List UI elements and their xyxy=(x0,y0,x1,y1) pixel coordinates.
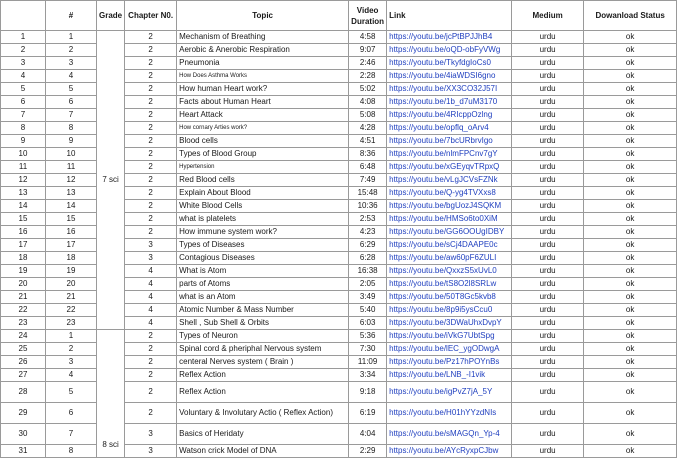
row-topic: Types of Neuron xyxy=(177,330,349,343)
row-chapter: 2 xyxy=(125,109,177,122)
row-index: 3 xyxy=(1,57,46,70)
row-link[interactable]: https://youtu.be/AYcRyxpCJbw xyxy=(387,445,512,458)
row-number: 11 xyxy=(46,161,97,174)
row-status: ok xyxy=(584,135,677,148)
row-link[interactable]: https://youtu.be/tS8O2l8SRLw xyxy=(387,278,512,291)
table-row xyxy=(1,31,677,44)
row-duration: 5:36 xyxy=(349,330,387,343)
row-medium: urdu xyxy=(512,291,584,304)
row-medium: urdu xyxy=(512,135,584,148)
row-medium: urdu xyxy=(512,187,584,200)
row-status: ok xyxy=(584,44,677,57)
row-topic: Heart Attack xyxy=(177,109,349,122)
row-topic: What is Atom xyxy=(177,265,349,278)
row-link[interactable]: https://youtu.be/oQD-obFyVWg xyxy=(387,44,512,57)
row-topic: parts of Atoms xyxy=(177,278,349,291)
row-index: 10 xyxy=(1,148,46,161)
row-link[interactable]: https://youtu.be/jcPtBPJJhB4 xyxy=(387,31,512,44)
row-number: 7 xyxy=(46,424,97,445)
row-duration: 4:04 xyxy=(349,424,387,445)
row-duration: 10:36 xyxy=(349,200,387,213)
row-medium: urdu xyxy=(512,122,584,135)
row-index: 5 xyxy=(1,83,46,96)
row-link[interactable]: https://youtu.be/H01hYYzdNIs xyxy=(387,403,512,424)
grade-cell: 8 sci xyxy=(97,330,125,458)
row-number: 7 xyxy=(46,109,97,122)
header-row xyxy=(1,1,677,31)
table-row xyxy=(1,330,677,343)
row-duration: 2:53 xyxy=(349,213,387,226)
row-number: 17 xyxy=(46,239,97,252)
row-index: 4 xyxy=(1,70,46,83)
row-number: 4 xyxy=(46,369,97,382)
row-topic: Basics of Heridaty xyxy=(177,424,349,445)
row-status: ok xyxy=(584,96,677,109)
row-medium: urdu xyxy=(512,424,584,445)
row-topic: Spinal cord & pheriphal Nervous system xyxy=(177,343,349,356)
row-link[interactable]: https://youtu.be/GG6OOUgIDBY xyxy=(387,226,512,239)
row-topic: Shell , Sub Shell & Orbits xyxy=(177,317,349,330)
row-medium: urdu xyxy=(512,161,584,174)
header-status: Dowanload Status xyxy=(584,1,677,31)
row-index: 23 xyxy=(1,317,46,330)
row-index: 2 xyxy=(1,44,46,57)
row-chapter: 2 xyxy=(125,57,177,70)
row-index: 29 xyxy=(1,403,46,424)
row-chapter: 2 xyxy=(125,382,177,403)
row-chapter: 2 xyxy=(125,148,177,161)
row-chapter: 2 xyxy=(125,226,177,239)
row-duration: 7:30 xyxy=(349,343,387,356)
row-index: 17 xyxy=(1,239,46,252)
row-chapter: 2 xyxy=(125,343,177,356)
row-duration: 8:36 xyxy=(349,148,387,161)
row-number: 1 xyxy=(46,330,97,343)
row-status: ok xyxy=(584,356,677,369)
row-status: ok xyxy=(584,213,677,226)
row-index: 8 xyxy=(1,122,46,135)
header-medium: Medium xyxy=(512,1,584,31)
row-duration: 11:09 xyxy=(349,356,387,369)
row-index: 19 xyxy=(1,265,46,278)
row-duration: 4:23 xyxy=(349,226,387,239)
row-medium: urdu xyxy=(512,239,584,252)
row-link[interactable]: https://youtu.be/LNB_-I1vik xyxy=(387,369,512,382)
table-body xyxy=(1,31,677,458)
row-index: 30 xyxy=(1,424,46,445)
row-medium: urdu xyxy=(512,330,584,343)
row-chapter: 2 xyxy=(125,122,177,135)
row-chapter: 2 xyxy=(125,44,177,57)
row-index: 11 xyxy=(1,161,46,174)
row-medium: urdu xyxy=(512,31,584,44)
row-chapter: 2 xyxy=(125,356,177,369)
row-duration: 3:49 xyxy=(349,291,387,304)
row-link[interactable]: https://youtu.be/4iaWDSI6gno xyxy=(387,70,512,83)
row-status: ok xyxy=(584,403,677,424)
header-number: # xyxy=(46,1,97,31)
row-status: ok xyxy=(584,369,677,382)
row-status: ok xyxy=(584,291,677,304)
row-chapter: 4 xyxy=(125,265,177,278)
row-link[interactable]: https://youtu.be/Pz17hPOYnBs xyxy=(387,356,512,369)
grade-cell: 7 sci xyxy=(97,31,125,330)
row-status: ok xyxy=(584,109,677,122)
header-duration: Video Duration xyxy=(349,1,387,31)
row-duration: 16:38 xyxy=(349,265,387,278)
row-medium: urdu xyxy=(512,96,584,109)
row-status: ok xyxy=(584,330,677,343)
row-medium: urdu xyxy=(512,356,584,369)
row-topic: How human Heart work? xyxy=(177,83,349,96)
row-number: 23 xyxy=(46,317,97,330)
row-index: 24 xyxy=(1,330,46,343)
row-link[interactable]: https://youtu.be/vLgJCVsFZNk xyxy=(387,174,512,187)
row-duration: 6:19 xyxy=(349,403,387,424)
row-topic: Types of Blood Group xyxy=(177,148,349,161)
row-status: ok xyxy=(584,174,677,187)
row-status: ok xyxy=(584,304,677,317)
row-number: 13 xyxy=(46,187,97,200)
row-medium: urdu xyxy=(512,148,584,161)
row-link[interactable]: https://youtu.be/QxxzS5xUvL0 xyxy=(387,265,512,278)
row-duration: 9:18 xyxy=(349,382,387,403)
row-status: ok xyxy=(584,122,677,135)
row-status: ok xyxy=(584,187,677,200)
row-topic: Reflex Action xyxy=(177,369,349,382)
row-chapter: 3 xyxy=(125,252,177,265)
row-chapter: 4 xyxy=(125,278,177,291)
row-chapter: 3 xyxy=(125,239,177,252)
row-number: 8 xyxy=(46,122,97,135)
row-chapter: 2 xyxy=(125,213,177,226)
row-chapter: 4 xyxy=(125,291,177,304)
row-index: 21 xyxy=(1,291,46,304)
row-duration: 2:28 xyxy=(349,70,387,83)
row-index: 26 xyxy=(1,356,46,369)
row-link[interactable]: https://youtu.be/50T8Gc5kvb8 xyxy=(387,291,512,304)
row-duration: 2:05 xyxy=(349,278,387,291)
row-index: 28 xyxy=(1,382,46,403)
row-chapter: 4 xyxy=(125,317,177,330)
row-duration: 5:02 xyxy=(349,83,387,96)
row-index: 15 xyxy=(1,213,46,226)
row-medium: urdu xyxy=(512,200,584,213)
row-number: 2 xyxy=(46,343,97,356)
header-chapter: Chapter N0. xyxy=(125,1,177,31)
row-number: 14 xyxy=(46,200,97,213)
row-status: ok xyxy=(584,317,677,330)
row-medium: urdu xyxy=(512,44,584,57)
row-number: 16 xyxy=(46,226,97,239)
row-medium: urdu xyxy=(512,109,584,122)
row-link[interactable]: https://youtu.be/1b_d7uM3170 xyxy=(387,96,512,109)
row-link[interactable]: https://youtu.be/sCj4DAAPE0c xyxy=(387,239,512,252)
row-duration: 6:03 xyxy=(349,317,387,330)
row-number: 9 xyxy=(46,135,97,148)
row-chapter: 2 xyxy=(125,83,177,96)
row-chapter: 2 xyxy=(125,369,177,382)
row-status: ok xyxy=(584,445,677,458)
header-index xyxy=(1,1,46,31)
row-duration: 9:07 xyxy=(349,44,387,57)
row-number: 2 xyxy=(46,44,97,57)
row-number: 21 xyxy=(46,291,97,304)
row-topic: Contagious Diseases xyxy=(177,252,349,265)
row-duration: 4:28 xyxy=(349,122,387,135)
row-topic: Voluntary & Involutary Actio ( Reflex Action) xyxy=(177,403,349,424)
row-link[interactable]: https://youtu.be/4RIcppOzlng xyxy=(387,109,512,122)
row-number: 4 xyxy=(46,70,97,83)
row-status: ok xyxy=(584,343,677,356)
row-status: ok xyxy=(584,239,677,252)
row-chapter: 3 xyxy=(125,424,177,445)
row-number: 20 xyxy=(46,278,97,291)
row-index: 25 xyxy=(1,343,46,356)
row-link[interactable]: https://youtu.be/sMAGQn_Yp-4 xyxy=(387,424,512,445)
row-medium: urdu xyxy=(512,278,584,291)
header-topic: Topic xyxy=(177,1,349,31)
row-chapter: 2 xyxy=(125,96,177,109)
row-duration: 2:29 xyxy=(349,445,387,458)
row-duration: 4:08 xyxy=(349,96,387,109)
row-number: 5 xyxy=(46,382,97,403)
row-number: 5 xyxy=(46,83,97,96)
row-index: 1 xyxy=(1,31,46,44)
row-duration: 6:29 xyxy=(349,239,387,252)
row-chapter: 2 xyxy=(125,200,177,213)
row-link[interactable]: https://youtu.be/Q-yg4TVXxs8 xyxy=(387,187,512,200)
row-medium: urdu xyxy=(512,445,584,458)
row-link[interactable]: https://youtu.be/xGEyqvTRpxQ xyxy=(387,161,512,174)
row-duration: 15:48 xyxy=(349,187,387,200)
row-index: 14 xyxy=(1,200,46,213)
row-topic: Red Blood cells xyxy=(177,174,349,187)
row-chapter: 2 xyxy=(125,135,177,148)
row-link[interactable]: https://youtu.be/HMSo6to0XiM xyxy=(387,213,512,226)
row-duration: 4:51 xyxy=(349,135,387,148)
row-number: 10 xyxy=(46,148,97,161)
row-topic: Pneumonia xyxy=(177,57,349,70)
row-link[interactable]: https://youtu.be/TkyfdgIoCs0 xyxy=(387,57,512,70)
row-chapter: 2 xyxy=(125,403,177,424)
row-chapter: 2 xyxy=(125,187,177,200)
row-status: ok xyxy=(584,200,677,213)
row-status: ok xyxy=(584,278,677,291)
row-topic: what is platelets xyxy=(177,213,349,226)
row-number: 6 xyxy=(46,96,97,109)
row-medium: urdu xyxy=(512,252,584,265)
row-link[interactable]: https://youtu.be/igPvZ7jA_5Y xyxy=(387,382,512,403)
row-topic: centeral Nerves system ( Brain ) xyxy=(177,356,349,369)
row-link[interactable]: https://youtu.be/aw60pF6ZULI xyxy=(387,252,512,265)
row-status: ok xyxy=(584,161,677,174)
row-medium: urdu xyxy=(512,369,584,382)
row-duration: 2:46 xyxy=(349,57,387,70)
row-link[interactable]: https://youtu.be/3DWaUhxDvpY xyxy=(387,317,512,330)
row-topic: How Does Asthma Works xyxy=(177,70,349,83)
row-index: 13 xyxy=(1,187,46,200)
row-topic: Hypertension xyxy=(177,161,349,174)
row-index: 22 xyxy=(1,304,46,317)
row-chapter: 3 xyxy=(125,445,177,458)
row-status: ok xyxy=(584,31,677,44)
row-number: 12 xyxy=(46,174,97,187)
header-grade: Grade xyxy=(97,1,125,31)
row-status: ok xyxy=(584,70,677,83)
row-topic: Types of Diseases xyxy=(177,239,349,252)
row-number: 18 xyxy=(46,252,97,265)
row-number: 6 xyxy=(46,403,97,424)
row-link[interactable]: https://youtu.be/nlmFPCnv7gY xyxy=(387,148,512,161)
header-link: Link xyxy=(387,1,512,31)
row-chapter: 2 xyxy=(125,31,177,44)
row-medium: urdu xyxy=(512,382,584,403)
row-status: ok xyxy=(584,252,677,265)
row-link[interactable]: https://youtu.be/lEC_ygODwgA xyxy=(387,343,512,356)
row-duration: 5:08 xyxy=(349,109,387,122)
row-link[interactable]: https://youtu.be/8p9i5ysCcu0 xyxy=(387,304,512,317)
row-index: 12 xyxy=(1,174,46,187)
row-topic: Explain About Blood xyxy=(177,187,349,200)
row-number: 3 xyxy=(46,57,97,70)
row-index: 7 xyxy=(1,109,46,122)
row-topic: Reflex Action xyxy=(177,382,349,403)
row-number: 3 xyxy=(46,356,97,369)
row-duration: 7:49 xyxy=(349,174,387,187)
row-status: ok xyxy=(584,57,677,70)
row-status: ok xyxy=(584,226,677,239)
row-number: 19 xyxy=(46,265,97,278)
row-index: 18 xyxy=(1,252,46,265)
row-topic: How cornary Arties work? xyxy=(177,122,349,135)
row-topic: Facts about Human Heart xyxy=(177,96,349,109)
row-medium: urdu xyxy=(512,403,584,424)
row-chapter: 2 xyxy=(125,161,177,174)
row-index: 20 xyxy=(1,278,46,291)
row-medium: urdu xyxy=(512,343,584,356)
row-topic: what is an Atom xyxy=(177,291,349,304)
row-topic: Atomic Number & Mass Number xyxy=(177,304,349,317)
row-number: 15 xyxy=(46,213,97,226)
row-topic: Watson crick Model of DNA xyxy=(177,445,349,458)
row-medium: urdu xyxy=(512,265,584,278)
row-number: 22 xyxy=(46,304,97,317)
row-topic: Mechanism of Breathing xyxy=(177,31,349,44)
row-topic: White Blood Cells xyxy=(177,200,349,213)
row-index: 27 xyxy=(1,369,46,382)
row-duration: 3:34 xyxy=(349,369,387,382)
row-link[interactable]: https://youtu.be/opflq_oArv4 xyxy=(387,122,512,135)
row-topic: Aerobic & Anerobic Respiration xyxy=(177,44,349,57)
row-duration: 5:40 xyxy=(349,304,387,317)
row-medium: urdu xyxy=(512,174,584,187)
row-link[interactable]: https://youtu.be/XX3CO32J57I xyxy=(387,83,512,96)
row-index: 31 xyxy=(1,445,46,458)
row-duration: 4:58 xyxy=(349,31,387,44)
row-topic: Blood cells xyxy=(177,135,349,148)
row-medium: urdu xyxy=(512,70,584,83)
row-medium: urdu xyxy=(512,213,584,226)
row-status: ok xyxy=(584,424,677,445)
row-chapter: 2 xyxy=(125,70,177,83)
row-medium: urdu xyxy=(512,57,584,70)
row-link[interactable]: https://youtu.be/iVkG7UbtSpg xyxy=(387,330,512,343)
row-status: ok xyxy=(584,265,677,278)
row-medium: urdu xyxy=(512,226,584,239)
row-topic: How immune system work? xyxy=(177,226,349,239)
row-number: 1 xyxy=(46,31,97,44)
row-index: 6 xyxy=(1,96,46,109)
row-link[interactable]: https://youtu.be/7bcURbrvIgo xyxy=(387,135,512,148)
row-medium: urdu xyxy=(512,317,584,330)
row-duration: 6:28 xyxy=(349,252,387,265)
row-medium: urdu xyxy=(512,304,584,317)
row-link[interactable]: https://youtu.be/bgUozJ4SQKM xyxy=(387,200,512,213)
row-chapter: 2 xyxy=(125,330,177,343)
row-status: ok xyxy=(584,382,677,403)
row-status: ok xyxy=(584,83,677,96)
row-medium: urdu xyxy=(512,83,584,96)
row-status: ok xyxy=(584,148,677,161)
row-chapter: 4 xyxy=(125,304,177,317)
row-number: 8 xyxy=(46,445,97,458)
row-duration: 6:48 xyxy=(349,161,387,174)
row-index: 16 xyxy=(1,226,46,239)
row-index: 9 xyxy=(1,135,46,148)
row-chapter: 2 xyxy=(125,174,177,187)
